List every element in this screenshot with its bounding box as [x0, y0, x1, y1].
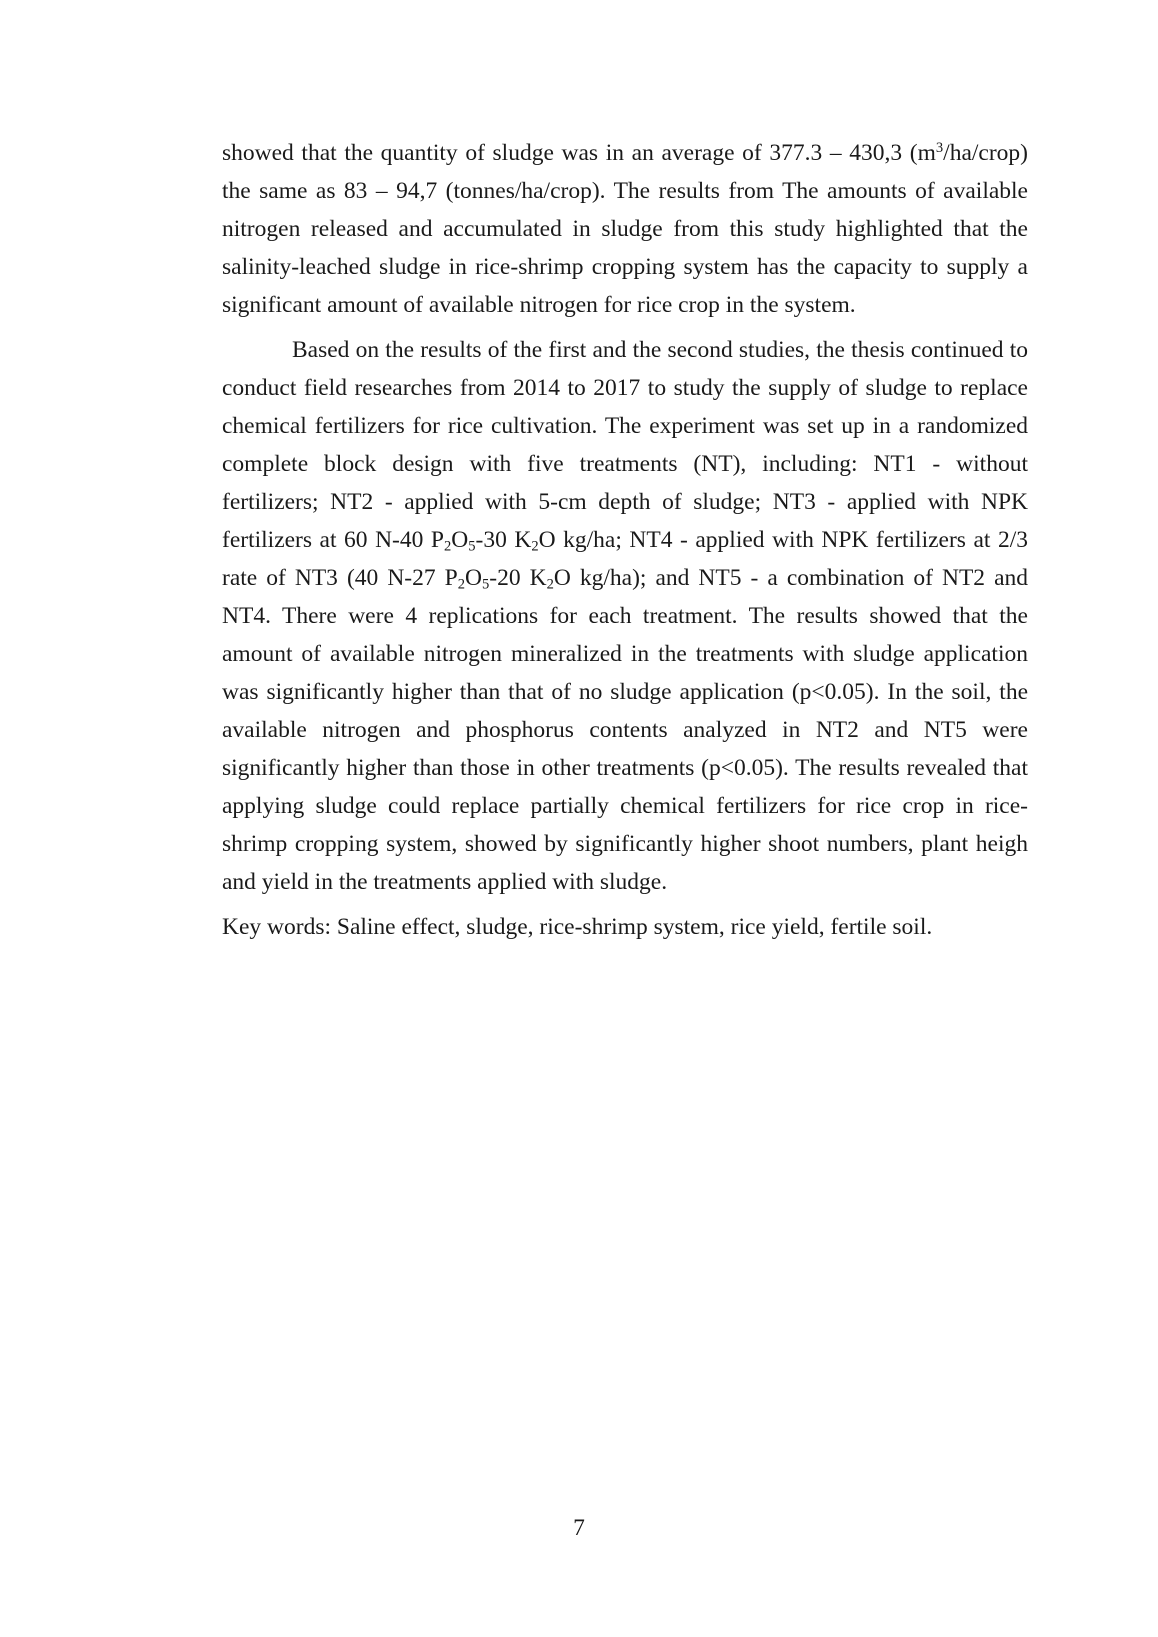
- paragraph-1-text: showed that the quantity of sludge was in an average of 377.3 – 430,3 (m: [222, 140, 936, 166]
- subscript: 2: [531, 538, 539, 555]
- paragraph-2-text: -30 K: [475, 527, 532, 553]
- paragraph-2-text: O kg/ha; NT4 - applied with NPK fertilizers at 2/3 rate of NT3 (40 N-27 P: [222, 527, 1029, 591]
- superscript: 3: [935, 140, 944, 156]
- subscript: 5: [468, 538, 476, 555]
- paragraph-2-text: O: [451, 527, 469, 553]
- paragraph-1-text: /ha/crop) the same as 83 – 94,7 (tonnes/ha/crop). The results from The amounts of available nitrogen released and accumulated in sludge from this study highlighted that the salinity-leached sludge in rice-shrimp cropping system has the capacity to supply a significant amount of available nitrogen for rice crop in the system.: [222, 140, 1028, 318]
- body-text: [222, 134, 1028, 946]
- keywords-line: Key words: Saline effect, sludge, rice-shrimp system, rice yield, fertile soil.: [222, 914, 933, 940]
- paragraph-2: [222, 331, 1028, 901]
- subscript: 2: [443, 538, 452, 555]
- subscript: 2: [457, 576, 465, 593]
- subscript: 2: [546, 576, 554, 593]
- paragraph-1: [222, 134, 1028, 324]
- paragraph-2-text: O kg/ha); and NT5 - a combination of NT2 and NT4. There were 4 replications for each treatment. The results showed that the amount of available nitrogen mineralized in the treatments with sludge application was significantly higher than that of no sludge application (p<0.05). In the soil, the available nitrogen and phosphorus contents analyzed in NT2 and NT5 were significantly higher than those in other treatments (p<0.05). The results revealed that applying sludge could replace partially chemical fertilizers for rice crop in rice-shrimp cropping system, showed by significantly higher shoot numbers, plant heigh and yield in the treatments applied with sludge.: [222, 565, 1029, 895]
- page-number: 7: [573, 1515, 585, 1541]
- paragraph-2-text: O: [465, 565, 482, 591]
- paragraph-2-text: Based on the results of the first and the second studies, the thesis continued to conduct field researches from 2014 to 2017 to study the supply of sludge to replace chemical fertilizers for rice cultivation. The experiment was set up in a randomized complete block design with five treatments (NT), including: NT1 - without fertilizers; NT2 - applied with 5-cm depth of sludge; NT3 - applied with NPK fertilizers at 60 N-40 P: [222, 337, 1028, 553]
- subscript: 5: [481, 576, 490, 593]
- paragraph-2-text: -20 K: [489, 565, 547, 591]
